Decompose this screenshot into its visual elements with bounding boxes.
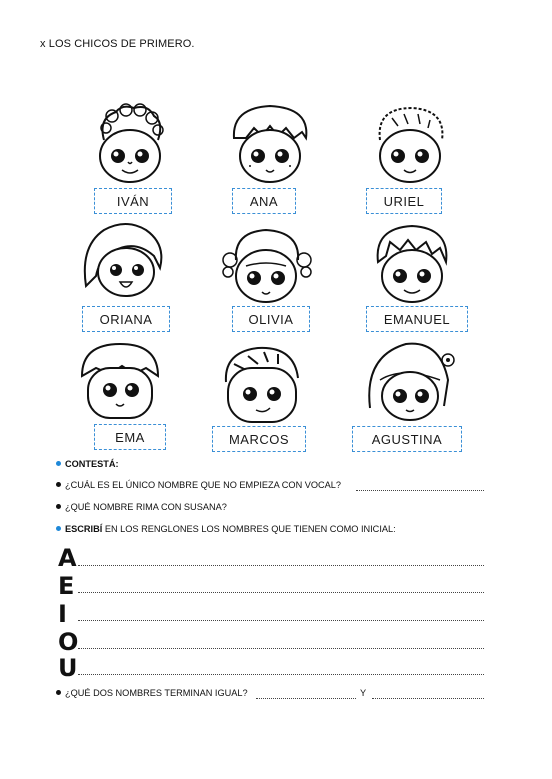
face-drawing [72,334,168,426]
writing-line-a[interactable] [78,565,484,566]
contesta-heading: CONTESTÁ: [56,459,119,469]
name-box [94,188,172,214]
name-label: MARCOS [228,431,290,447]
name-box [232,188,296,214]
bullet-icon [56,690,61,695]
question-1: ¿CUÁL ES EL ÚNICO NOMBRE QUE NO EMPIEZA CON VOCAL? [56,480,341,490]
bullet-icon [56,504,61,509]
writing-line-u[interactable] [78,674,484,675]
writing-line-e[interactable] [78,592,484,593]
answer-line-3a[interactable] [256,698,356,699]
face-drawing [364,218,460,310]
face-drawing [362,336,458,428]
name-box [82,306,170,332]
kid-illustration-marcos [214,338,310,430]
question-escribi: ESCRIBÍ EN LOS RENGLONES LOS NOMBRES QUE TIENEN COMO INICIAL: [56,524,396,534]
name-label: IVÁN [116,193,150,209]
kid-illustration-oriana [76,216,172,308]
letter-e: E [58,572,75,600]
face-drawing [218,220,314,312]
face-drawing [214,338,310,430]
name-label: AGUSTINA [371,431,443,447]
name-label: EMA [115,429,145,445]
name-label: OLIVIA [248,311,294,327]
name-label: ANA [249,193,279,209]
face-drawing [82,100,178,192]
name-box [212,426,306,452]
name-label: URIEL [383,193,425,209]
face-drawing [362,100,458,192]
kid-illustration-uriel [362,100,458,192]
name-box [94,424,166,450]
question-3: ¿QUÉ DOS NOMBRES TERMINAN IGUAL? [56,688,248,698]
writing-line-o[interactable] [78,648,484,649]
letter-a: A [58,544,77,572]
face-drawing [222,98,318,190]
name-box [352,426,462,452]
y-conjunction: Y [360,688,367,698]
name-box [232,306,310,332]
kid-illustration-olivia [218,220,314,312]
answer-line-1[interactable] [356,490,484,491]
answer-line-3b[interactable] [372,698,484,699]
name-box [366,306,468,332]
bullet-icon [56,482,61,487]
letter-i: I [58,600,67,628]
name-label: EMANUEL [383,311,451,327]
question-2: ¿QUÉ NOMBRE RIMA CON SUSANA? [56,502,227,512]
name-label: ORIANA [99,311,153,327]
letter-u: U [58,654,78,682]
name-box [366,188,442,214]
page-heading: x LOS CHICOS DE PRIMERO. [40,38,195,50]
bullet-icon [56,461,61,466]
kid-illustration-agustina [362,336,458,428]
letter-o: O [58,628,79,656]
face-drawing [76,216,172,308]
bullet-icon [56,526,61,531]
kid-illustration-emanuel [364,218,460,310]
kid-illustration-ivan [82,100,178,192]
kid-illustration-ema [72,334,168,426]
writing-line-i[interactable] [78,620,484,621]
kid-illustration-ana [222,98,318,190]
